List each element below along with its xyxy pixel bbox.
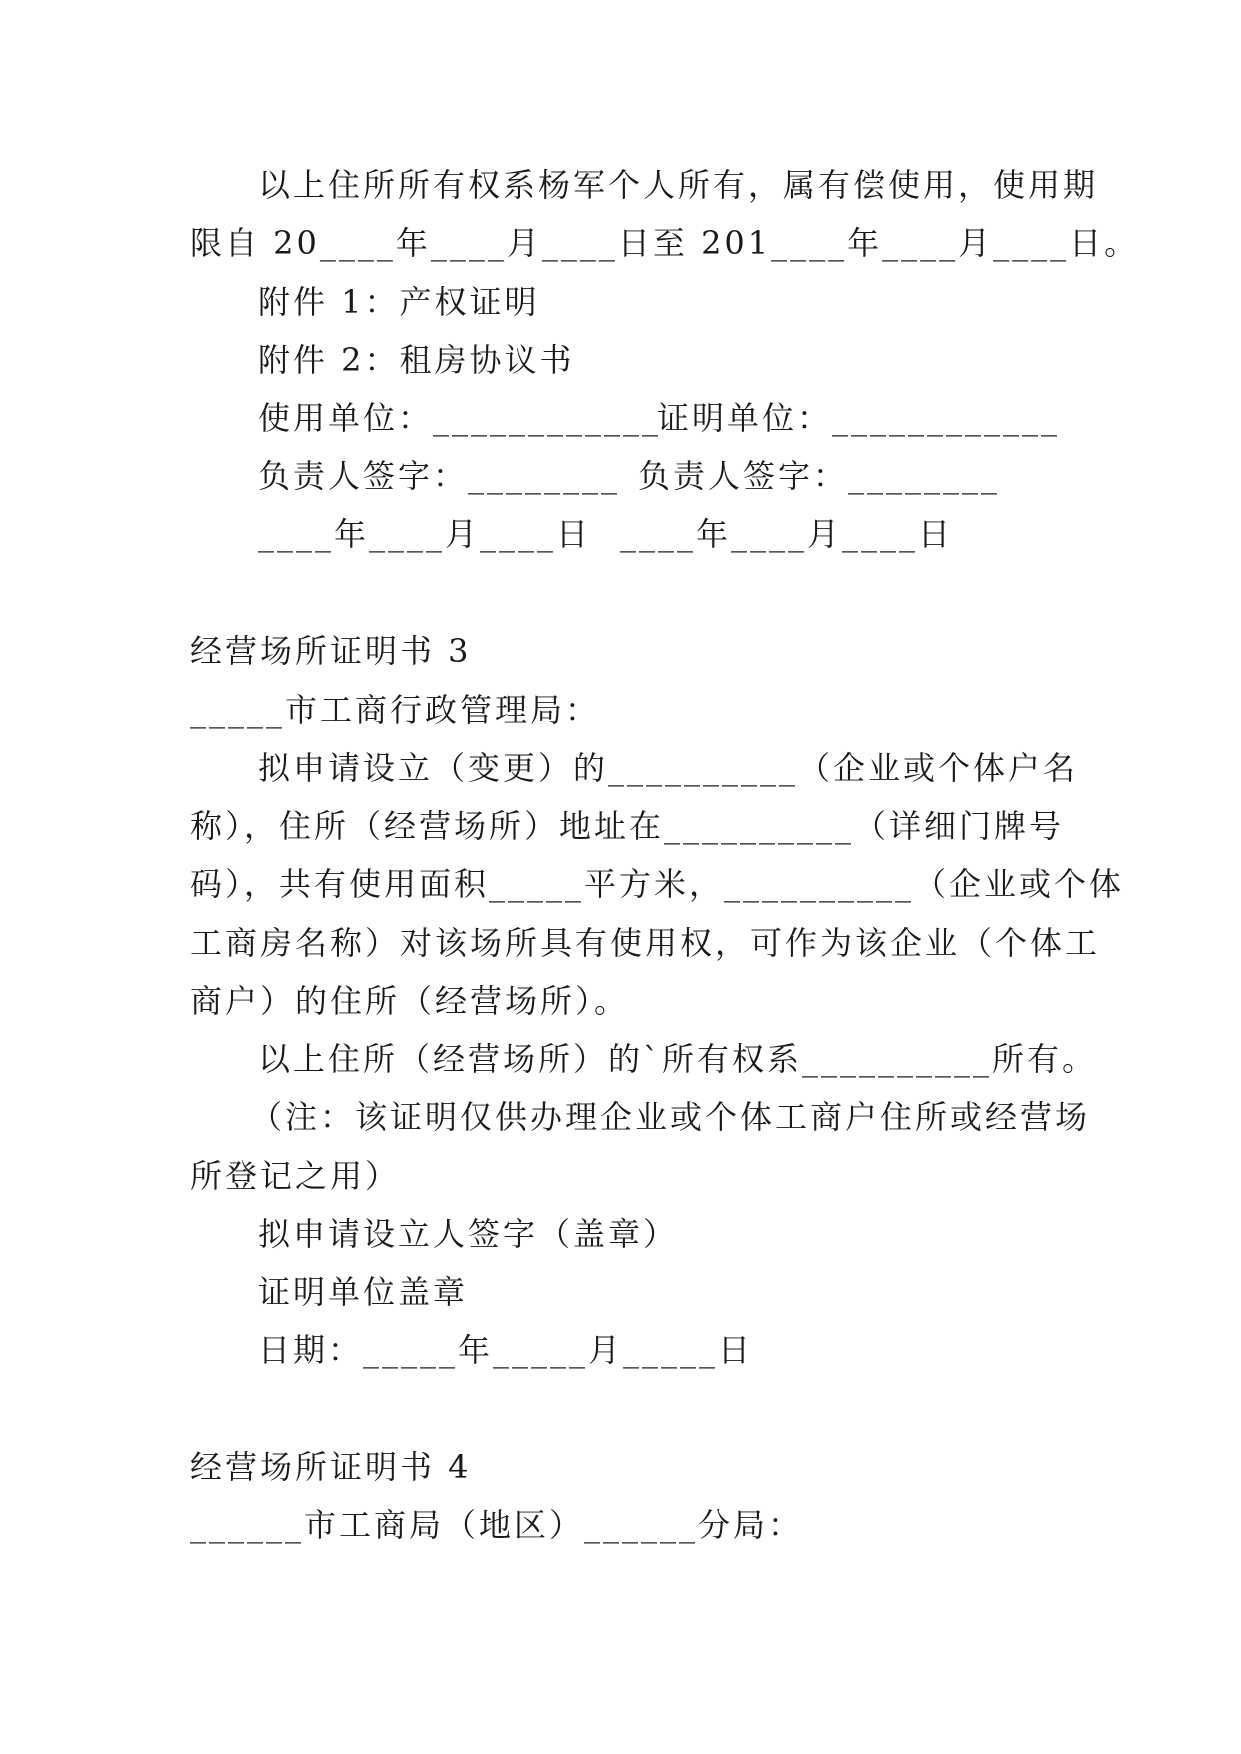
signature-field: 证明单位：____________ — [657, 399, 1061, 437]
date-field: ____年____月____日 — [620, 515, 954, 553]
addressee-line: _____市工商行政管理局： — [190, 691, 601, 729]
seal-field: 证明单位盖章 — [258, 1273, 469, 1311]
addressee-line: ______市工商局（地区）______分局： — [190, 1506, 804, 1544]
note-line: 所登记之用） — [190, 1157, 401, 1195]
signature-field: 负责人签字：________ — [258, 457, 621, 495]
section-heading: 经营场所证明书 4 — [190, 1448, 472, 1486]
note-line: （注：该证明仅供办理企业或个体工商户住所或经营场 — [250, 1098, 1091, 1136]
text-line: 码），共有使用面积_____平方米，__________（企业或个体 — [190, 865, 1125, 903]
signature-field: 负责人签字：________ — [638, 457, 1001, 495]
attachment-line: 附件 2：租房协议书 — [258, 341, 575, 379]
section-heading: 经营场所证明书 3 — [190, 632, 472, 670]
text-line: 拟申请设立（变更）的__________（企业或个体户名 — [258, 749, 1079, 787]
text-line: 商户）的住所（经营场所）。 — [190, 982, 630, 1020]
text-line: 称），住所（经营场所）地址在__________（详细门牌号 — [190, 807, 1065, 845]
text-line: 限自 20____年____月____日至 201____年____月____日。 — [190, 224, 1140, 262]
signature-field: 使用单位：____________ — [258, 399, 662, 437]
text-line: 以上住所所有权系杨军个人所有，属有偿使用，使用期 — [258, 166, 1099, 204]
date-field: ____年____月____日 — [258, 515, 592, 553]
text-line: 以上住所（经营场所）的`所有权系__________所有。 — [258, 1040, 1098, 1078]
attachment-line: 附件 1：产权证明 — [258, 283, 540, 321]
date-field: 日期：_____年_____月_____日 — [258, 1331, 754, 1369]
text-line: 工商房名称）对该场所具有使用权，可作为该企业（个体工 — [190, 924, 1101, 962]
signature-field: 拟申请设立人签字（盖章） — [258, 1215, 679, 1253]
